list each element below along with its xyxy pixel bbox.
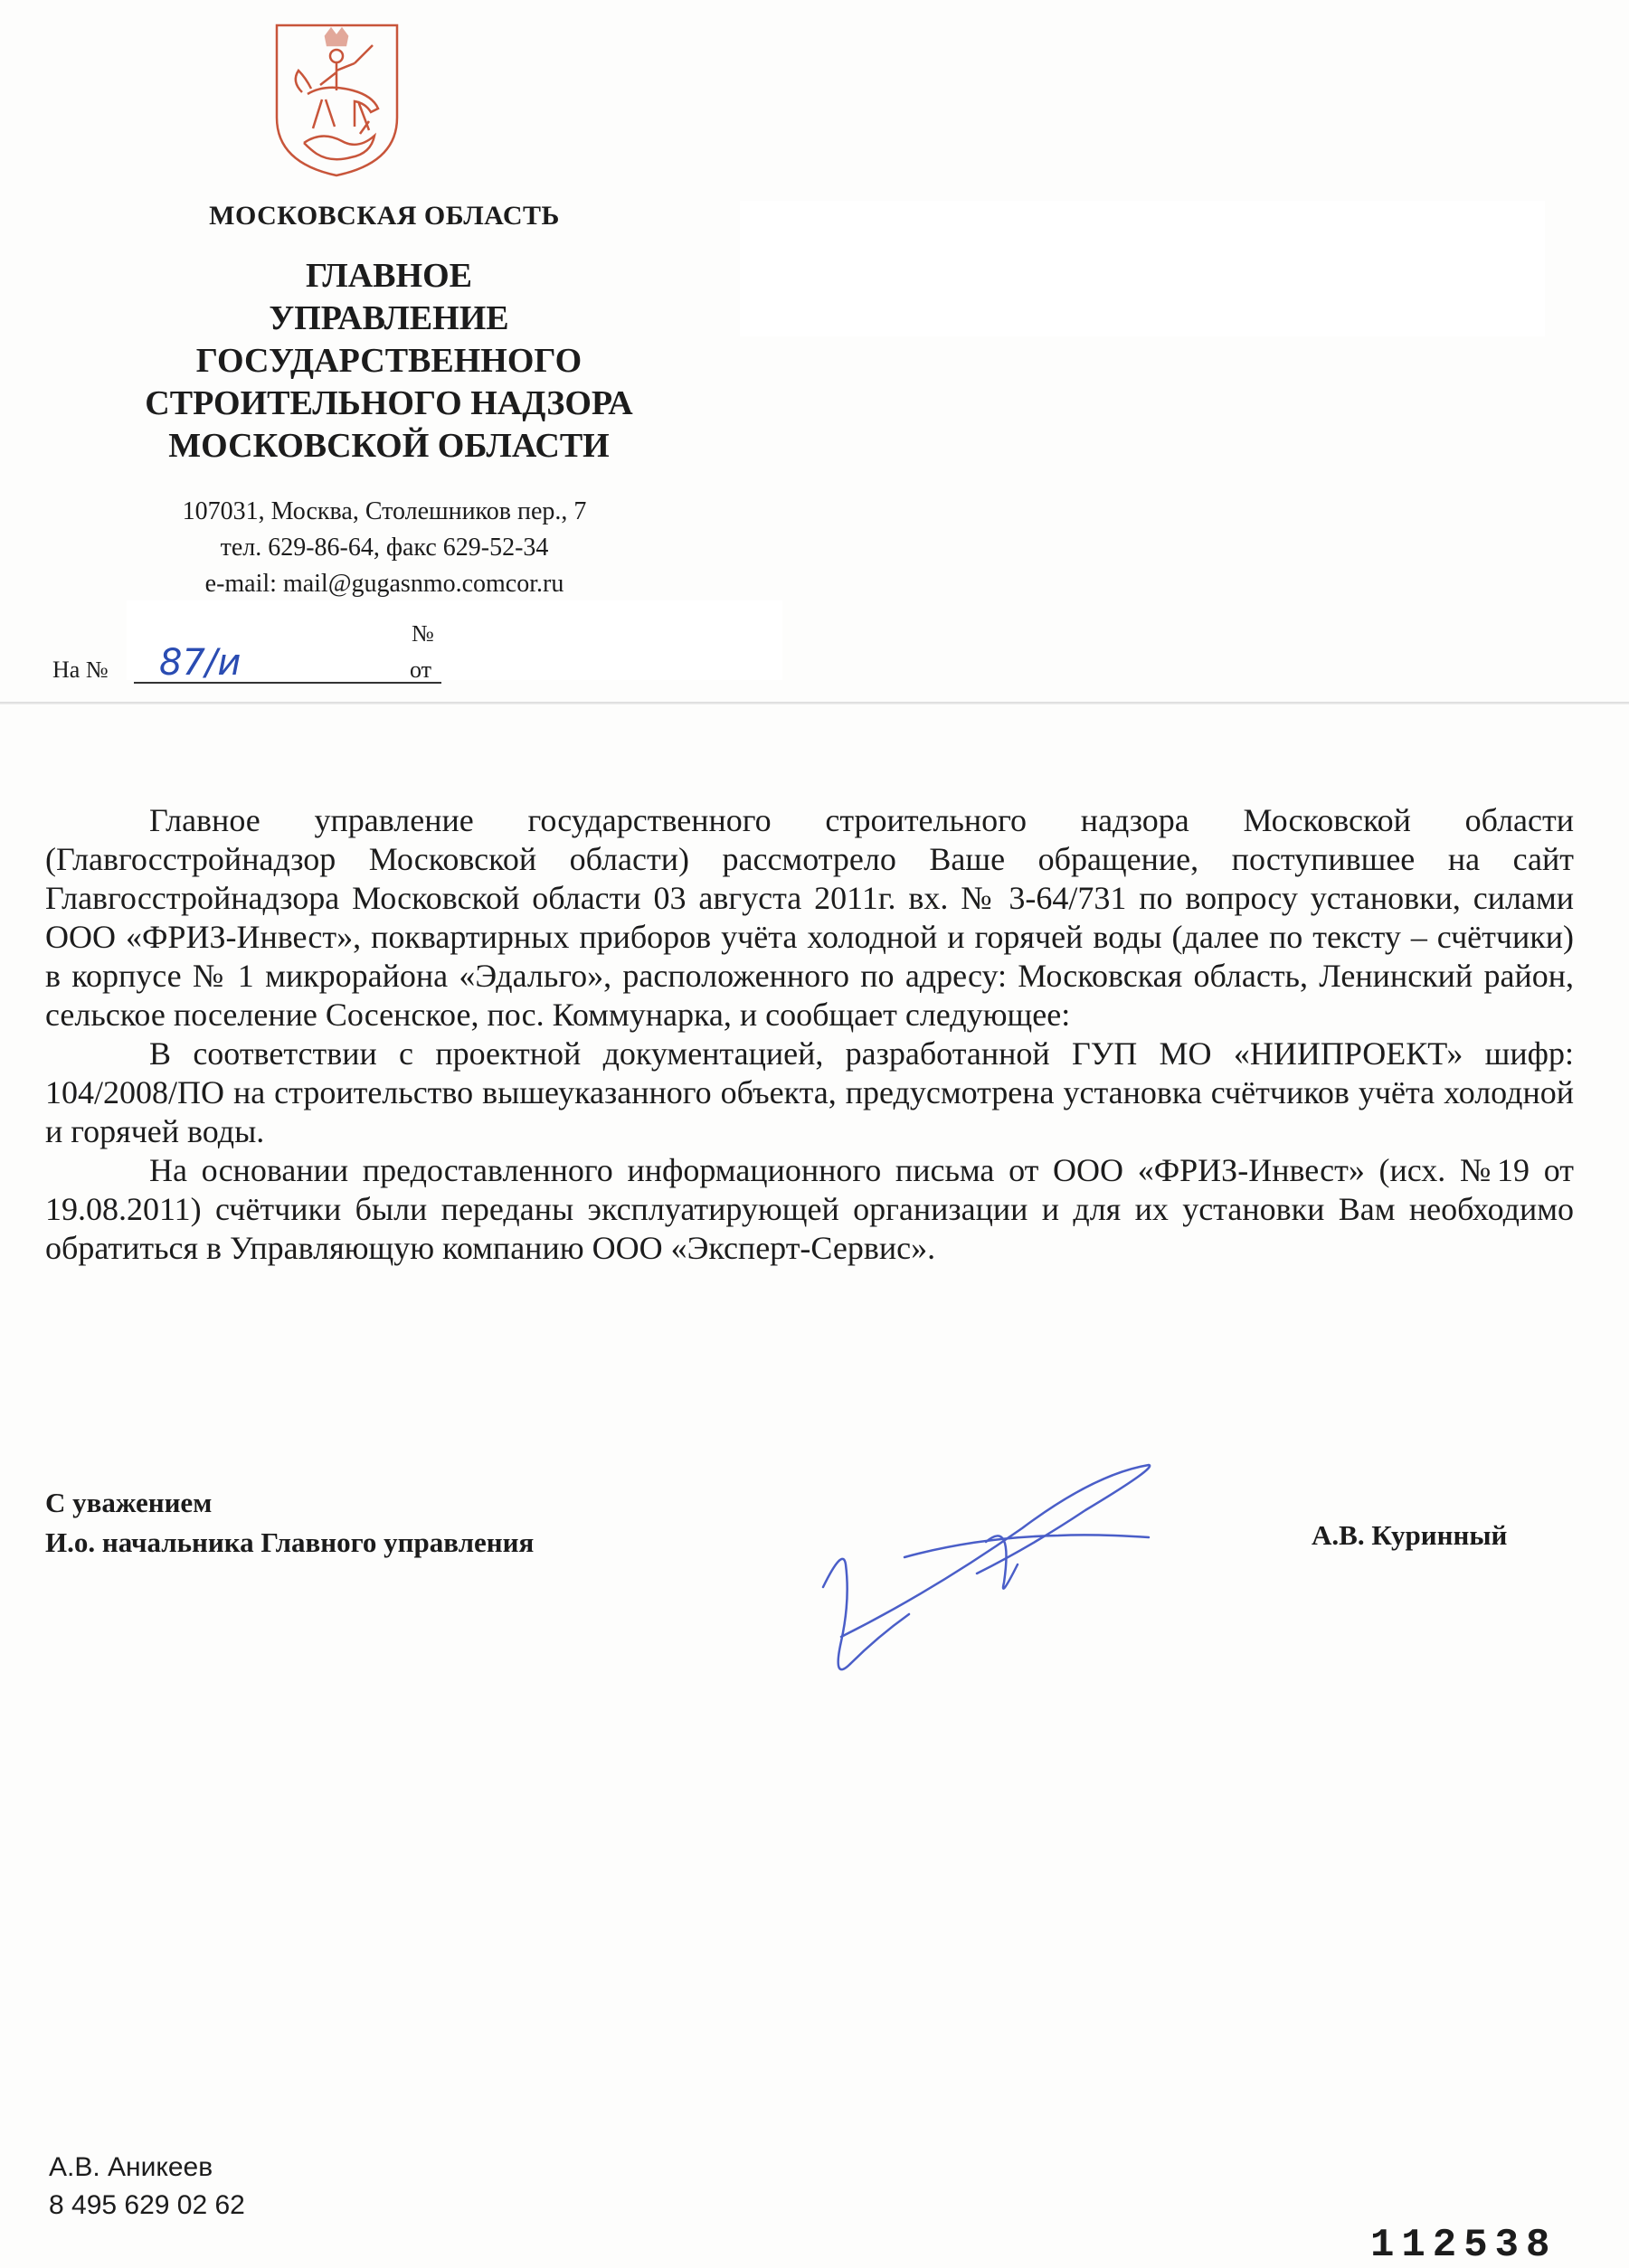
- body-paragraph: Главное управление государственного строительного надзора Московской области (Главгосстройнадзор Московской области) рассмотрело Ваше обращение, поступившее на сайт Главгосстройнадзора Московской области 03 августа 2011г. вх. № 3-64/731 по вопросу установки, силами ООО «ФРИЗ-Инвест», поквартирных приборов учёта холодной и горячей воды (далее по тексту – счётчики) в корпусе № 1 микрорайона «Эдальго», расположенного по адресу: Московская область, Ленинский район, сельское поселение Сосенское, пос. Коммунарка, и сообщает следующее:: [45, 802, 1574, 1033]
- region-name: МОСКОВСКАЯ ОБЛАСТЬ: [209, 201, 560, 231]
- letter-body: [45, 801, 1574, 1268]
- agency-name-line: ГЛАВНОЕ: [305, 257, 472, 295]
- redacted-recipient-block: [740, 201, 1545, 336]
- agency-name: [81, 255, 696, 468]
- body-paragraph: В соответствии с проектной документацией, разработанной ГУП МО «НИИПРОЕКТ» шифр: 104/2008/ПО на строительство вышеуказанного объекта, предусмотрена установка счётчиков учёта холодной и горячей воды.: [45, 1035, 1574, 1149]
- email-line: e-mail: mail@gugasnmo.comcor.ru: [204, 570, 564, 598]
- address-line: 107031, Москва, Столешников пер., 7: [182, 497, 587, 525]
- closing-block: [45, 1483, 534, 1563]
- regards-text: С уважением: [45, 1487, 213, 1518]
- body-paragraph: На основании предоставленного информационного письма от ООО «ФРИЗ-Инвест» (исх. №19 от 19.08.2011) счётчики были переданы эксплуатирующей организации и для их установки Вам необходимо обратиться в Управляющую компанию ООО «Эксперт-Сервис».: [45, 1152, 1574, 1266]
- reply-reference-row: [52, 642, 790, 685]
- date-label: от: [410, 657, 432, 683]
- signer-name: А.В. Куринный: [1312, 1519, 1508, 1551]
- agency-name-line: МОСКОВСКОЙ ОБЛАСТИ: [168, 427, 610, 465]
- agency-name-line: СТРОИТЕЛЬНОГО НАДЗОРА: [145, 384, 633, 422]
- signer-position: И.о. начальника Главного управления: [45, 1526, 535, 1558]
- reply-number-handwritten: 87/и: [159, 642, 242, 684]
- executor-block: [49, 2149, 245, 2225]
- paper-fold-line: [0, 702, 1629, 704]
- executor-phone: 8 495 629 02 62: [49, 2190, 245, 2220]
- agency-address: [99, 494, 669, 602]
- handwritten-signature: [796, 1456, 1194, 1682]
- number-label: №: [412, 620, 434, 647]
- executor-name: А.В. Аникеев: [49, 2152, 213, 2182]
- phone-fax-line: тел. 629-86-64, факс 629-52-34: [220, 534, 549, 562]
- registration-stamp-number: 112538: [1370, 2223, 1558, 2268]
- agency-name-line: ГОСУДАРСТВЕННОГО: [195, 342, 582, 380]
- agency-name-line: УПРАВЛЕНИЕ: [269, 299, 509, 337]
- reply-label: На №: [52, 657, 109, 683]
- coat-of-arms-icon: [271, 18, 403, 179]
